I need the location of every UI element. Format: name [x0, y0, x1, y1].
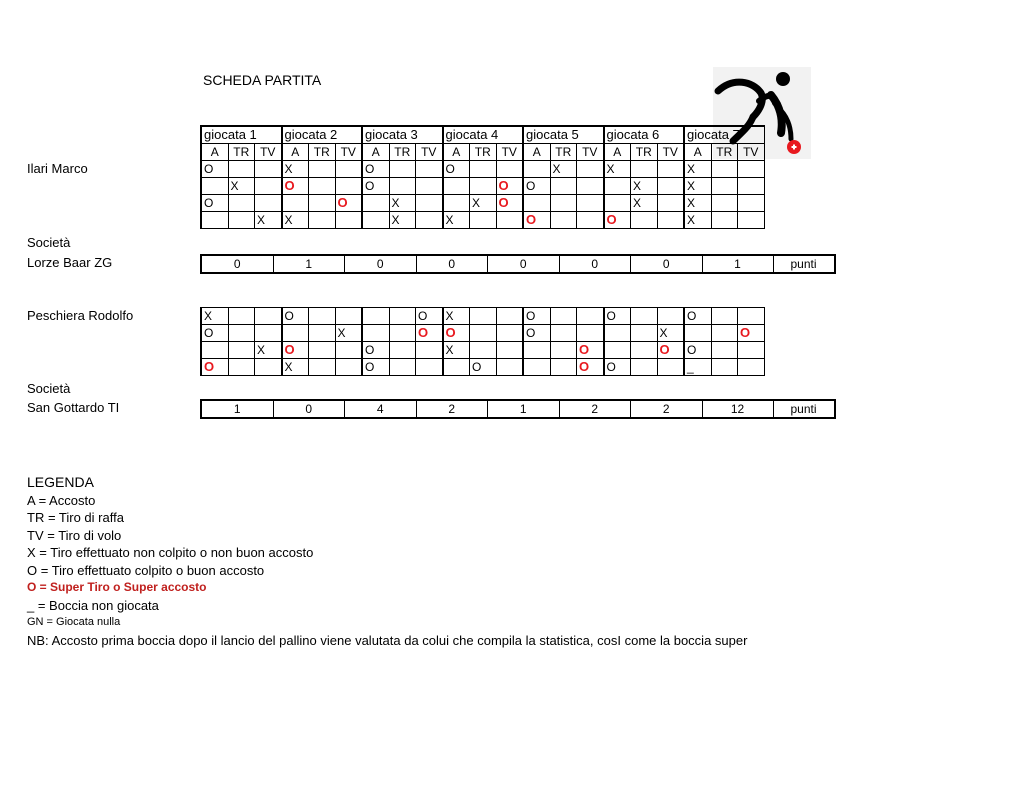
shot-cell: [523, 342, 550, 359]
shot-cell: [362, 325, 389, 342]
shot-cell: [738, 308, 765, 325]
shot-cell: [228, 342, 255, 359]
game-header: giocata 2: [282, 126, 363, 144]
legend-line: X = Tiro effettuato non colpito o non buon accosto: [27, 545, 314, 560]
shot-cell: O: [201, 161, 228, 178]
shot-cell: O: [604, 308, 631, 325]
shot-cell: [416, 359, 443, 376]
shot-cell: [335, 342, 362, 359]
shot-cell: O: [523, 178, 550, 195]
shot-cell: O: [684, 342, 711, 359]
shot-type-header: TV: [577, 144, 604, 161]
shot-cell: [550, 342, 577, 359]
shot-cell: [711, 212, 738, 229]
shot-cell: [496, 308, 523, 325]
shot-row: [201, 195, 764, 212]
legend-nonplayed-line: _ = Boccia non giocata: [27, 597, 159, 613]
shot-cell: [738, 161, 765, 178]
shot-cell: O: [201, 325, 228, 342]
shot-cell: [228, 359, 255, 376]
shot-row: [201, 359, 764, 376]
shot-cell: [577, 325, 604, 342]
player-2-name: Peschiera Rodolfo: [27, 308, 134, 323]
player-1-name: Ilari Marco: [27, 161, 88, 176]
game-points-cell: 0: [416, 255, 488, 273]
shot-type-header: TR: [711, 144, 738, 161]
legend-line: TR = Tiro di raffa: [27, 510, 124, 525]
shot-type-header: TV: [738, 144, 765, 161]
shot-cell: [604, 195, 631, 212]
shot-cell: [684, 325, 711, 342]
shot-cell: [389, 325, 416, 342]
shot-cell: [201, 212, 228, 229]
shot-cell: [577, 178, 604, 195]
shot-cell: O: [604, 359, 631, 376]
super-shot-cell: O: [443, 325, 470, 342]
shot-cell: [604, 342, 631, 359]
shot-cell: [577, 195, 604, 212]
super-shot-cell: O: [738, 325, 765, 342]
shot-cell: X: [657, 325, 684, 342]
shot-cell: [711, 161, 738, 178]
shot-cell: [362, 195, 389, 212]
shot-cell: X: [550, 161, 577, 178]
shot-row: [201, 161, 764, 178]
legend-line: O = Tiro effettuato colpito o buon accosto: [27, 562, 265, 578]
super-shot-cell: O: [282, 342, 309, 359]
shot-cell: O: [470, 359, 497, 376]
shot-cell: [470, 161, 497, 178]
super-shot-cell: O: [577, 342, 604, 359]
shot-cell: [550, 325, 577, 342]
shot-cell: X: [335, 325, 362, 342]
shot-cell: [228, 325, 255, 342]
shot-cell: [711, 195, 738, 212]
shot-cell: [657, 195, 684, 212]
shot-type-header: TR: [550, 144, 577, 161]
shot-cell: [496, 342, 523, 359]
shot-cell: [443, 178, 470, 195]
shot-cell: [389, 342, 416, 359]
shot-cell: [577, 308, 604, 325]
shot-cell: [738, 212, 765, 229]
shot-cell: [631, 342, 658, 359]
game-points-cell: 0: [631, 255, 703, 273]
shot-cell: [443, 359, 470, 376]
punti-label: punti: [773, 400, 835, 418]
shot-cell: X: [389, 195, 416, 212]
shot-cell: X: [282, 212, 309, 229]
shot-row: [201, 325, 764, 342]
shot-type-header: TR: [470, 144, 497, 161]
shot-cell: [389, 359, 416, 376]
shot-cell: [470, 212, 497, 229]
super-shot-cell: O: [416, 325, 443, 342]
game-points-cell: 2: [631, 400, 703, 418]
shot-cell: [738, 178, 765, 195]
shot-cell: [657, 212, 684, 229]
shot-cell: [470, 308, 497, 325]
shot-row: [201, 178, 764, 195]
shot-cell: O: [523, 308, 550, 325]
player-2-points-row: [200, 399, 836, 419]
shot-cell: [255, 308, 282, 325]
shot-cell: [309, 212, 336, 229]
game-points-cell: 1: [273, 255, 345, 273]
game-header-row: [201, 126, 764, 144]
shot-cell: [309, 325, 336, 342]
game-points-cell: 2: [416, 400, 488, 418]
shot-cell: [416, 161, 443, 178]
player-1-score-grid: [200, 125, 765, 229]
game-header: giocata 1: [201, 126, 282, 144]
shot-cell: [255, 178, 282, 195]
shot-cell: X: [282, 161, 309, 178]
shot-cell: [362, 212, 389, 229]
shot-cell: [550, 359, 577, 376]
shot-type-header: TR: [228, 144, 255, 161]
game-points-cell: 4: [345, 400, 417, 418]
game-points-cell: 0: [559, 255, 631, 273]
shot-type-header: TV: [416, 144, 443, 161]
shot-cell: [470, 342, 497, 359]
shot-cell: [416, 178, 443, 195]
shot-cell: X: [255, 212, 282, 229]
shot-cell: [711, 308, 738, 325]
super-shot-cell: O: [335, 195, 362, 212]
game-header: giocata 4: [443, 126, 524, 144]
shot-type-header: A: [443, 144, 470, 161]
legend-line: TV = Tiro di volo: [27, 527, 122, 543]
shot-cell: [604, 178, 631, 195]
shot-cell: O: [201, 195, 228, 212]
shot-cell: [550, 195, 577, 212]
super-shot-cell: O: [282, 178, 309, 195]
shot-cell: [255, 325, 282, 342]
game-header: giocata 6: [604, 126, 685, 144]
shot-cell: [282, 195, 309, 212]
shot-cell: X: [684, 195, 711, 212]
legend-line: A = Accosto: [27, 492, 96, 508]
shot-cell: O: [362, 342, 389, 359]
shot-cell: [362, 308, 389, 325]
shot-cell: [389, 308, 416, 325]
shot-cell: [577, 212, 604, 229]
shot-cell: X: [201, 308, 228, 325]
super-shot-cell: O: [496, 178, 523, 195]
shot-type-header: A: [684, 144, 711, 161]
shot-cell: [711, 359, 738, 376]
shot-cell: [657, 161, 684, 178]
shot-cell: X: [631, 178, 658, 195]
shot-cell: [631, 212, 658, 229]
shot-cell: [631, 359, 658, 376]
shot-cell: [416, 342, 443, 359]
super-shot-cell: O: [201, 359, 228, 376]
shot-cell: [738, 195, 765, 212]
shot-type-header: A: [282, 144, 309, 161]
shot-cell: [738, 359, 765, 376]
shot-cell: X: [604, 161, 631, 178]
shot-cell: O: [282, 308, 309, 325]
shot-cell: [201, 342, 228, 359]
shot-cell: [309, 342, 336, 359]
shot-type-header: TV: [255, 144, 282, 161]
legend-nb-line: NB: Accosto prima boccia dopo il lancio del pallino viene valutata da colui che compila la statistica, cosI come la boccia super: [27, 632, 748, 648]
shot-type-header: TR: [389, 144, 416, 161]
shot-cell: [470, 325, 497, 342]
shot-cell: [550, 308, 577, 325]
shot-cell: X: [443, 212, 470, 229]
shot-cell: X: [282, 359, 309, 376]
game-points-cell: 1: [488, 400, 560, 418]
shot-type-header: A: [362, 144, 389, 161]
shot-cell: O: [362, 161, 389, 178]
shot-cell: [631, 308, 658, 325]
shot-cell: X: [684, 178, 711, 195]
game-points-cell: 0: [345, 255, 417, 273]
shot-cell: X: [228, 178, 255, 195]
shot-cell: [309, 178, 336, 195]
shot-cell: [335, 359, 362, 376]
game-points-cell: 0: [273, 400, 345, 418]
super-shot-cell: O: [523, 212, 550, 229]
shot-cell: [416, 212, 443, 229]
game-points-cell: 0: [201, 255, 273, 273]
shot-cell: [228, 212, 255, 229]
shot-cell: X: [684, 161, 711, 178]
game-points-cell: 2: [559, 400, 631, 418]
shot-type-header: TR: [309, 144, 336, 161]
shot-cell: [711, 325, 738, 342]
shot-cell: [711, 342, 738, 359]
legend-super-line: O = Super Tiro o Super accosto: [27, 580, 207, 594]
shot-cell: [309, 161, 336, 178]
shot-cell: [309, 308, 336, 325]
shot-row: [201, 308, 764, 325]
shot-type-header: TV: [335, 144, 362, 161]
legend-gn-line: GN = Giocata nulla: [27, 616, 121, 628]
shot-cell: X: [631, 195, 658, 212]
shot-cell: [335, 308, 362, 325]
shot-cell: [496, 325, 523, 342]
shot-cell: [255, 359, 282, 376]
shot-cell: [201, 178, 228, 195]
shot-cell: [496, 161, 523, 178]
shot-type-header: TV: [496, 144, 523, 161]
shot-cell: [309, 195, 336, 212]
shot-cell: [389, 178, 416, 195]
shot-cell: [470, 178, 497, 195]
shot-cell: [416, 195, 443, 212]
shot-cell: [335, 212, 362, 229]
shot-cell: O: [362, 359, 389, 376]
shot-cell: O: [362, 178, 389, 195]
shot-cell: X: [443, 342, 470, 359]
game-header: giocata 3: [362, 126, 443, 144]
shot-cell: [711, 178, 738, 195]
shot-cell: [657, 308, 684, 325]
legend-heading: LEGENDA: [27, 474, 94, 490]
shot-cell: [228, 161, 255, 178]
shot-cell: [550, 178, 577, 195]
shot-cell: X: [684, 212, 711, 229]
shot-cell: [523, 359, 550, 376]
shot-cell: [631, 161, 658, 178]
shot-cell: [550, 212, 577, 229]
shot-cell: [631, 325, 658, 342]
shot-cell: O: [523, 325, 550, 342]
game-points-cell: 0: [488, 255, 560, 273]
total-points-cell: 1: [702, 255, 773, 273]
super-shot-cell: O: [604, 212, 631, 229]
shot-type-header: A: [523, 144, 550, 161]
shot-cell: X: [443, 308, 470, 325]
shot-cell: [738, 342, 765, 359]
shot-cell: [255, 161, 282, 178]
shot-cell: O: [416, 308, 443, 325]
shot-type-header: TR: [631, 144, 658, 161]
player-2-societa-label: Società: [27, 381, 71, 396]
punti-label: punti: [773, 255, 835, 273]
legend: [27, 474, 747, 649]
shot-type-header: A: [201, 144, 228, 161]
shot-cell: [228, 308, 255, 325]
shot-cell: [335, 161, 362, 178]
super-shot-cell: O: [577, 359, 604, 376]
shot-cell: [255, 195, 282, 212]
shot-row: [201, 212, 764, 229]
total-points-cell: 12: [702, 400, 773, 418]
shot-cell: [496, 359, 523, 376]
shot-cell: [228, 195, 255, 212]
shot-cell: [389, 161, 416, 178]
super-shot-cell: O: [657, 342, 684, 359]
shot-type-header-row: [201, 144, 764, 161]
shot-cell: [657, 178, 684, 195]
shot-cell: X: [255, 342, 282, 359]
player-1-societa-label: Società: [27, 235, 71, 250]
shot-cell: [309, 359, 336, 376]
shot-cell: [657, 359, 684, 376]
game-header: giocata 7: [684, 126, 764, 144]
game-header: giocata 5: [523, 126, 604, 144]
player-2-club: San Gottardo TI: [27, 400, 120, 415]
player-2-score-grid: [200, 307, 765, 376]
shot-cell: O: [443, 161, 470, 178]
player-1-points-row: [200, 254, 836, 274]
shot-cell: [496, 212, 523, 229]
shot-cell: [523, 195, 550, 212]
shot-row: [201, 342, 764, 359]
shot-cell: X: [470, 195, 497, 212]
shot-cell: [335, 178, 362, 195]
shot-cell: [282, 325, 309, 342]
shot-cell: [604, 325, 631, 342]
shot-type-header: TV: [657, 144, 684, 161]
player-1-club: Lorze Baar ZG: [27, 255, 113, 270]
shot-cell: [523, 161, 550, 178]
shot-cell: [577, 161, 604, 178]
shot-cell: [443, 195, 470, 212]
super-shot-cell: O: [496, 195, 523, 212]
shot-type-header: A: [604, 144, 631, 161]
page-title: SCHEDA PARTITA: [203, 72, 322, 88]
shot-cell: _: [684, 359, 711, 376]
shot-cell: O: [684, 308, 711, 325]
game-points-cell: 1: [201, 400, 273, 418]
shot-cell: X: [389, 212, 416, 229]
